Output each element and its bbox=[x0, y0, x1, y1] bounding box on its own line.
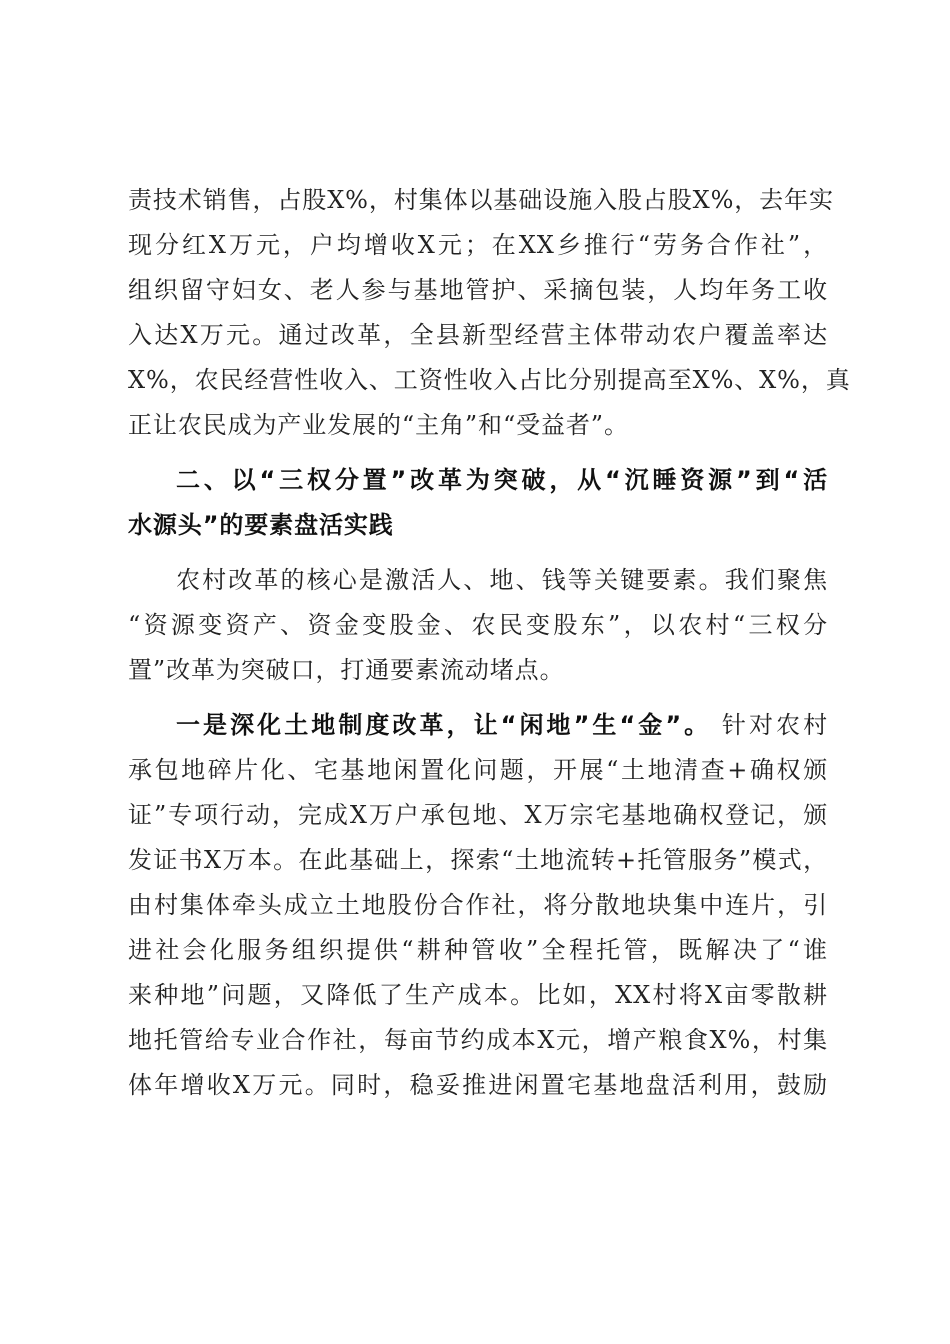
text-line: “资源变资产、资金变股金、农民变股东”，以农村“三权分 bbox=[128, 611, 828, 639]
section-heading bbox=[128, 458, 828, 548]
text-line: 进社会化服务组织提供“耕种管收”全程托管，既解决了“谁 bbox=[128, 936, 828, 964]
intro-paragraph bbox=[128, 558, 828, 693]
text-line: 地托管给专业合作社，每亩节约成本X元，增产粮食X%，村集 bbox=[128, 1026, 828, 1054]
paragraph-continuation bbox=[128, 178, 851, 448]
text-line: 置”改革为突破口，打通要素流动堵点。 bbox=[128, 656, 565, 684]
heading-line: 二、以“三权分置”改革为突破，从“沉睡资源”到“活 bbox=[176, 466, 828, 494]
point-one-first-line-rest: 针对农村 bbox=[721, 711, 828, 739]
text-line: 农村改革的核心是激活人、地、钱等关键要素。我们聚焦 bbox=[176, 566, 828, 594]
text-line: 组织留守妇女、老人参与基地管护、采摘包装，人均年务工收 bbox=[128, 276, 828, 304]
text-line: 入达X万元。通过改革，全县新型经营主体带动农户覆盖率达 bbox=[128, 321, 828, 349]
text-line: 承包地碎片化、宅基地闲置化问题，开展“土地清查+确权颁 bbox=[128, 756, 828, 784]
document-body bbox=[128, 178, 851, 1108]
text-line: X%，农民经营性收入、工资性收入占比分别提高至X%、X%，真 bbox=[128, 366, 851, 394]
text-line: 体年增收X万元。同时，稳妥推进闲置宅基地盘活利用，鼓励 bbox=[128, 1071, 828, 1099]
text-line: 正让农民成为产业发展的“主角”和“受益者”。 bbox=[128, 411, 629, 439]
heading-line: 水源头”的要素盘活实践 bbox=[128, 511, 394, 539]
point-one-lead: 一是深化土地制度改革，让“闲地”生“金”。 bbox=[176, 711, 712, 739]
point-one-paragraph bbox=[128, 703, 828, 1108]
text-line: 责技术销售，占股X%，村集体以基础设施入股占股X%，去年实 bbox=[128, 186, 834, 214]
text-line: 证”专项行动，完成X万户承包地、X万宗宅基地确权登记，颁 bbox=[128, 801, 828, 829]
text-line: 由村集体牵头成立土地股份合作社，将分散地块集中连片，引 bbox=[128, 891, 828, 919]
text-line: 现分红X万元，户均增收X元；在XX乡推行“劳务合作社”， bbox=[128, 231, 828, 259]
text-line: 发证书X万本。在此基础上，探索“土地流转+托管服务”模式， bbox=[128, 846, 828, 874]
point-one-first-line bbox=[128, 703, 828, 748]
text-line: 来种地”问题，又降低了生产成本。比如，XX村将X亩零散耕 bbox=[128, 981, 828, 1009]
